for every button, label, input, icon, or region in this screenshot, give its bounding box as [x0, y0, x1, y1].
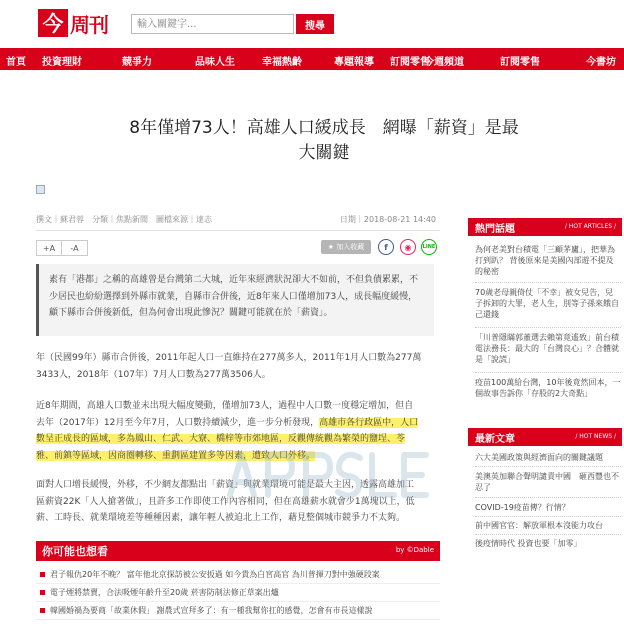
bullet-icon: [40, 590, 45, 595]
latest-news-item[interactable]: 後疫情時代 投資也要「加零」: [475, 539, 582, 548]
article-date: 日期｜2018-08-21 14:40: [339, 215, 436, 224]
article-image-placeholder: [36, 185, 45, 194]
nav-item-home[interactable]: 首頁: [6, 57, 26, 68]
paragraph-1: [36, 350, 440, 383]
sidebar-divider: [475, 497, 621, 498]
recommend-item[interactable]: [36, 566, 440, 584]
logo-text: 周刊: [70, 12, 108, 37]
latest-news-item[interactable]: 六大美國政策與經濟面向的關鍵議題: [475, 453, 603, 462]
nav-item-lifestyle[interactable]: 品味人生: [195, 57, 235, 68]
facebook-share-icon[interactable]: f: [378, 239, 394, 255]
recommend-title: 你可能也想看: [42, 545, 108, 558]
line-share-icon[interactable]: LINE: [421, 239, 437, 255]
recommend-item[interactable]: [36, 584, 440, 602]
paragraph-2-line-4: [36, 448, 440, 465]
latest-news-item[interactable]: 美澳英加聯合聲明譴責中國 砸西豐也不忍了: [475, 472, 619, 492]
search-input[interactable]: [131, 14, 294, 34]
paragraph-3-line-3: 薪、工時長、就業環境差等種種因素，讓年輕人被迫北上工作，藉見整個城市競爭力不太夠。: [36, 513, 406, 523]
weibo-share-icon[interactable]: ◉: [400, 239, 416, 255]
site-logo[interactable]: [38, 8, 120, 38]
paragraph-3: [36, 477, 440, 527]
paragraph-2-line-2: [36, 415, 440, 432]
highlighted-text: 數呈正成長的區域，多為鳳山、仁武、大寮、橋梓等市郊地區，反觀傳統觀為繁榮的鹽埕、苓: [36, 434, 406, 444]
paragraph-2: [36, 398, 440, 464]
font-decrease-button[interactable]: -A: [62, 240, 88, 256]
paragraph-2-line-3: [36, 431, 440, 448]
nav-item-subscribe-2[interactable]: 訂閱零售: [500, 57, 540, 68]
latest-news-item[interactable]: COVID-19疫苗傳？行情？: [475, 503, 570, 512]
font-increase-button[interactable]: +A: [36, 240, 62, 256]
article-title-line-1: 8年僅增73人！高雄人口緩成長 網曝「薪資」是最: [129, 118, 519, 138]
nav-item-channel[interactable]: 今週頻道: [424, 57, 464, 68]
recommend-item-text: 韓國婚禍為要商「故業休假」 謝農式宣拜多了：有一種我幫你扛的感覺，怎會有市長這樣說: [50, 606, 373, 615]
sidebar-divider: [475, 282, 621, 283]
nav-item-investment[interactable]: 投資理財: [42, 57, 82, 68]
recommend-item[interactable]: [36, 602, 440, 620]
paragraph-2-line-1: 近8年期間，高雄人口數並未出現大幅度變動，僅增加73人，過程中人口數一度穩定增加，但自: [36, 401, 414, 411]
paragraph-3-line-1: 面對人口增長緩慢，外移，不少網友都點出「薪資」與就業環境可能是最大主因，透露高雄加工: [36, 480, 415, 490]
recommend-provider: by ©Dable: [395, 546, 434, 554]
sidebar-divider: [475, 516, 621, 517]
nav-item-features[interactable]: 專題報導: [334, 57, 374, 68]
sidebar-divider: [475, 372, 621, 373]
article-title: [96, 116, 552, 166]
meta-divider: [36, 230, 440, 231]
sidebar-divider: [475, 466, 621, 467]
recommend-header: [36, 541, 440, 561]
hot-articles-title: 熱門話題: [475, 223, 515, 235]
recommend-item-text: 君子報仇20年不晚？ 富年他北京探訪被公安扳過 如今貴為白宮高官 為川普揮刀對中強硬段案: [50, 570, 380, 579]
bullet-icon: [40, 572, 45, 577]
latest-news-title: 最新文章: [475, 433, 515, 445]
highlighted-text: 高雄市各行政區中，人口: [319, 417, 419, 428]
hot-articles-subtitle: / HOT ARTICLES /: [564, 223, 616, 230]
article-meta: [36, 214, 440, 225]
hot-article-item[interactable]: 疫苗100萬給台灣，10年後竟然回本，一個故事告訴你「存股的2大奇點」: [475, 378, 621, 398]
paragraph-3-line-2: 區薪資22K「人人搶著做」，且許多工作即使工作內容相同，但在高雄薪水就會少1萬塊以上，低: [36, 496, 415, 507]
highlighted-text: 雅、前鎮等區域，因商圈轉移、重劃區建置多等因素，遭致人口外移。: [36, 450, 316, 461]
article-summary: 素有「港都」之稱的高雄曾是台灣第二大城，近年來經濟狀況卻大不如前，不但負債累累，不少居民也紛紛選擇到外縣市就業，自縣市合併後，近8年來人口僅增加73人，成長幅度緩慢，顧下縣市合併後新低，但為何會出現此慘況？關鍵可能就在於「薪資」。: [36, 264, 434, 336]
article-title-line-2: 大關鍵: [298, 143, 350, 163]
hot-article-item[interactable]: 為何老美對台積電「三顧茅廬」，把華為打到趴？ 背後原來是美國內部遊不提及的秘密: [475, 245, 615, 276]
nav-item-happy-age[interactable]: 幸福熱齡: [262, 57, 302, 68]
sidebar-divider: [475, 534, 621, 535]
paragraph-1-line-2: 3433人，2018年（107年）7月人口數為277萬3506人。: [36, 369, 271, 380]
nav-item-competitiveness[interactable]: 競爭力: [122, 57, 152, 68]
hot-articles-header: [468, 218, 622, 236]
logo-mark: 今: [38, 9, 68, 37]
paragraph-2-line-2-text: 去年（2017年）12月至今年7月，人口數持續減少，進一步分析發現，: [36, 417, 320, 428]
sidebar-divider: [475, 327, 621, 328]
nav-item-subscribe-1[interactable]: 訂閱零售: [390, 57, 430, 68]
hot-article-item[interactable]: 70歲老母親倚仗「不幸」被女兒告，兒子拆卸的大罪，老人生，別等子孫來餓自己還錢: [475, 288, 619, 319]
bookmark-button[interactable]: ★ 加入收藏: [321, 240, 371, 254]
site-header: [0, 0, 624, 46]
hot-article-item[interactable]: 「川普隱瞞郭董選去賴第竟遙致」前台積電法務長：最大的「台灣良心」？合體就是「說謊」: [475, 333, 619, 364]
main-nav: [0, 48, 624, 70]
paragraph-1-line-1: 年（民國99年）縣市合併後，2011年起人口一直維持在277萬多人，2011年1月人口數為277萬: [36, 353, 422, 363]
search-button[interactable]: 搜尋: [296, 14, 334, 34]
font-size-controls: [36, 240, 88, 256]
article-byline: 撰文｜蘇君蓉 分類｜焦點新聞 圖檔來源｜達志: [36, 215, 212, 224]
recommend-item-text: 電子煙將禁賣，合法吸煙年齡升至20歲 菸害防制法修正草案出爐: [50, 588, 279, 597]
latest-news-item[interactable]: 前中國官官：解放軍根本沒能力攻台: [475, 521, 603, 530]
bullet-icon: [40, 608, 45, 613]
latest-news-header: [468, 428, 622, 446]
nav-item-bookstore[interactable]: 今書坊: [586, 57, 616, 68]
latest-news-subtitle: / HOT NEWS /: [575, 433, 616, 440]
